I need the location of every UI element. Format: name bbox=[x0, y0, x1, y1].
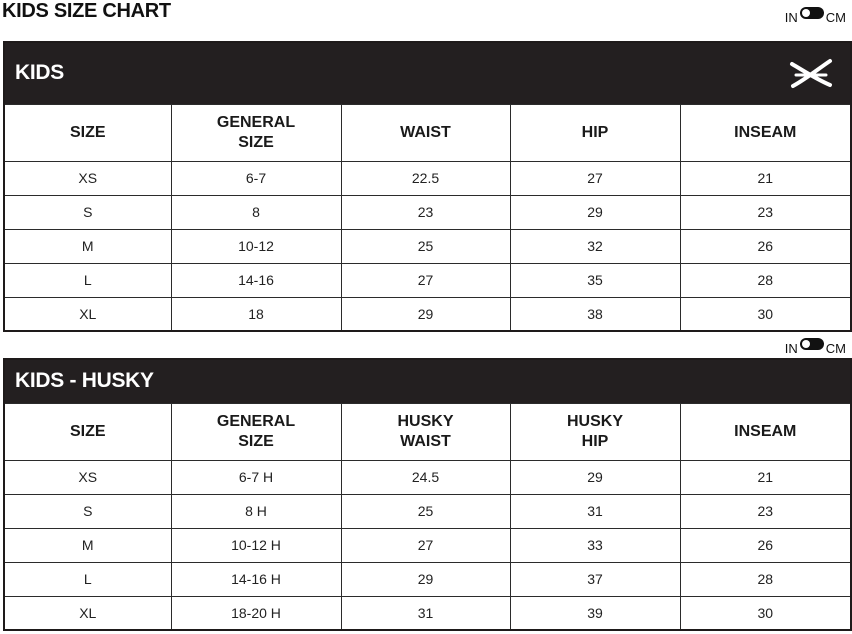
column-header-line: HUSKY bbox=[566, 412, 623, 430]
table-row bbox=[4, 195, 851, 229]
table-cell: 37 bbox=[510, 562, 680, 596]
table-row bbox=[4, 161, 851, 195]
column-header bbox=[680, 104, 851, 161]
table-cell: 33 bbox=[510, 528, 680, 562]
table-row bbox=[4, 596, 851, 630]
table-cell: 38 bbox=[510, 297, 680, 331]
table-cell: 27 bbox=[510, 161, 680, 195]
column-header-line: HIP bbox=[581, 123, 609, 141]
kids-size-table bbox=[3, 41, 852, 332]
table-cell: 6-7 H bbox=[171, 460, 341, 494]
table-cell: 31 bbox=[510, 494, 680, 528]
table-cell: XL bbox=[4, 297, 171, 331]
column-header-line: SIZE bbox=[238, 133, 274, 151]
table-cell: 14-16 H bbox=[171, 562, 341, 596]
table-cell: 14-16 bbox=[171, 263, 341, 297]
column-header bbox=[4, 403, 171, 460]
table-cell: XS bbox=[4, 161, 171, 195]
table-cell: 26 bbox=[680, 229, 851, 263]
column-header bbox=[171, 104, 341, 161]
table-cell: 31 bbox=[341, 596, 510, 630]
page-title: KIDS SIZE CHART bbox=[2, 0, 171, 22]
brand-logo-icon bbox=[786, 55, 836, 93]
column-header-line: WAIST bbox=[400, 432, 451, 450]
table-cell: 23 bbox=[680, 195, 851, 229]
table-cell: 8 bbox=[171, 195, 341, 229]
column-header bbox=[171, 403, 341, 460]
unit-label-cm: CM bbox=[825, 341, 846, 356]
table-cell: 21 bbox=[680, 460, 851, 494]
table-cell: 39 bbox=[510, 596, 680, 630]
table-cell: 29 bbox=[341, 297, 510, 331]
table-cell: 29 bbox=[341, 562, 510, 596]
table-cell: 8 H bbox=[171, 494, 341, 528]
table-cell: 35 bbox=[510, 263, 680, 297]
table-cell: 18 bbox=[171, 297, 341, 331]
column-header bbox=[4, 104, 171, 161]
table-cell: 23 bbox=[341, 195, 510, 229]
column-header-line: INSEAM bbox=[734, 123, 797, 141]
table-cell: 24.5 bbox=[341, 460, 510, 494]
toggle-switch-icon[interactable] bbox=[800, 7, 824, 19]
table-row bbox=[4, 494, 851, 528]
table-cell: 28 bbox=[680, 562, 851, 596]
table-cell: 25 bbox=[341, 494, 510, 528]
table-row bbox=[4, 528, 851, 562]
table-cell: L bbox=[4, 562, 171, 596]
table-cell: M bbox=[4, 528, 171, 562]
column-header-line: SIZE bbox=[69, 422, 106, 440]
column-header bbox=[510, 104, 680, 161]
table-cell: S bbox=[4, 195, 171, 229]
table-row bbox=[4, 297, 851, 331]
column-header-line: HIP bbox=[581, 432, 609, 450]
table-cell: M bbox=[4, 229, 171, 263]
column-header bbox=[680, 403, 851, 460]
table-title-cell bbox=[4, 42, 851, 104]
column-header bbox=[341, 104, 510, 161]
column-header-line: SIZE bbox=[238, 432, 274, 450]
table-cell: 21 bbox=[680, 161, 851, 195]
column-header-line: HUSKY bbox=[397, 412, 454, 430]
table-cell: 29 bbox=[510, 195, 680, 229]
toggle-switch-icon[interactable] bbox=[800, 338, 824, 350]
table-title: KIDS bbox=[15, 61, 64, 85]
table-cell: 29 bbox=[510, 460, 680, 494]
unit-label-in: IN bbox=[784, 341, 798, 356]
table-cell: 22.5 bbox=[341, 161, 510, 195]
unit-toggle[interactable] bbox=[785, 6, 846, 24]
table-row bbox=[4, 460, 851, 494]
unit-label-cm: CM bbox=[825, 10, 846, 25]
column-header-line: SIZE bbox=[69, 123, 106, 141]
column-header-line: GENERAL bbox=[216, 412, 296, 430]
table-cell: 27 bbox=[341, 528, 510, 562]
table-title: KIDS - HUSKY bbox=[15, 369, 154, 393]
table-cell: 18-20 H bbox=[171, 596, 341, 630]
table-cell: 30 bbox=[680, 596, 851, 630]
table-cell: 6-7 bbox=[171, 161, 341, 195]
table-cell: 10-12 H bbox=[171, 528, 341, 562]
column-header-line: GENERAL bbox=[216, 113, 296, 131]
table-cell: S bbox=[4, 494, 171, 528]
unit-label-in: IN bbox=[784, 10, 798, 25]
table-cell: 23 bbox=[680, 494, 851, 528]
table-cell: 25 bbox=[341, 229, 510, 263]
table-row bbox=[4, 263, 851, 297]
unit-toggle[interactable] bbox=[785, 337, 846, 355]
table-cell: 30 bbox=[680, 297, 851, 331]
column-header-line: WAIST bbox=[400, 123, 451, 141]
table-title-cell bbox=[4, 359, 851, 403]
column-header-line: INSEAM bbox=[734, 422, 797, 440]
column-header bbox=[510, 403, 680, 460]
husky-size-table bbox=[3, 358, 852, 631]
table-row bbox=[4, 562, 851, 596]
table-cell: 26 bbox=[680, 528, 851, 562]
table-cell: XS bbox=[4, 460, 171, 494]
table-row bbox=[4, 229, 851, 263]
table-cell: 27 bbox=[341, 263, 510, 297]
table-cell: L bbox=[4, 263, 171, 297]
column-header bbox=[341, 403, 510, 460]
table-cell: 10-12 bbox=[171, 229, 341, 263]
table-cell: 28 bbox=[680, 263, 851, 297]
table-cell: XL bbox=[4, 596, 171, 630]
table-cell: 32 bbox=[510, 229, 680, 263]
